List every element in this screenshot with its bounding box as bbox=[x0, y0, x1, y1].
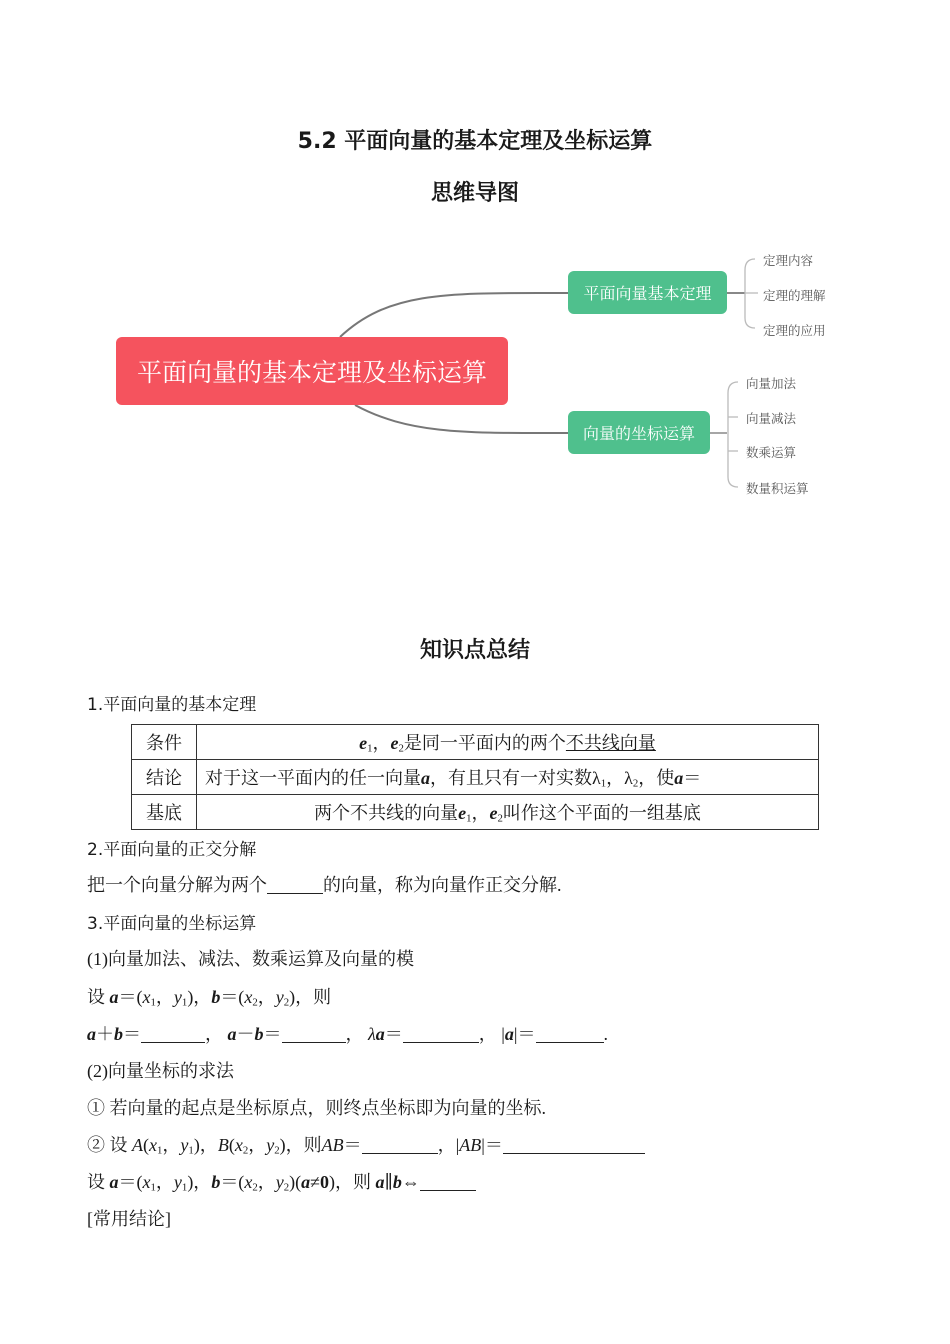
common-conclusions-label: [常用结论] bbox=[87, 1209, 171, 1229]
fill-blank[interactable] bbox=[362, 1135, 438, 1154]
mindmap-heading: 思维导图 bbox=[430, 181, 519, 206]
row-label: 结论 bbox=[132, 760, 197, 795]
fill-blank[interactable] bbox=[420, 1172, 476, 1191]
parallel-line: 设 $a=(x_1$，$y_1$)，$b=(x_2$，$y_2)(a\ne 0)$，则 a∥b⇔ bbox=[87, 1168, 476, 1194]
mindmap-leaf: 向量加法 bbox=[746, 376, 797, 391]
summary-heading: 知识点总结 bbox=[419, 638, 530, 663]
mindmap-leaf: 定理内容 bbox=[763, 253, 814, 268]
paragraph-orthogonal: 把一个向量分解为两个 的向量，称为向量作正交分解. bbox=[87, 875, 562, 895]
fill-blank[interactable] bbox=[267, 875, 323, 894]
theorem-table bbox=[131, 724, 819, 830]
set-line: 设 $a=(x_1$，$y_1$)，$b=(x_2$，$y_2$)，则 bbox=[87, 987, 332, 1009]
mindmap-leaf: 定理的理解 bbox=[763, 288, 826, 303]
fill-blank[interactable] bbox=[503, 1135, 645, 1154]
fill-blank[interactable] bbox=[141, 1024, 205, 1043]
section-heading: 2.平面向量的正交分解 bbox=[87, 840, 257, 860]
fill-blank[interactable] bbox=[403, 1024, 479, 1043]
list-item: ① 若向量的起点是坐标原点，则终点坐标即为向量的坐标. bbox=[87, 1098, 546, 1118]
table-row bbox=[132, 760, 819, 795]
ops-line: a＋b＝ ， a－b＝ ， λa＝ ， |a|＝ . bbox=[87, 1024, 609, 1044]
row-content: 两个不共线的向量$e_1$，$e_2$叫作这个平面的一组基底 bbox=[197, 795, 819, 830]
fill-blank[interactable] bbox=[282, 1024, 346, 1043]
list-item: ② 设 $A(x_1$，$y_1$)，$B(x_2$，$y_2$)，则AB＝ ，|AB|＝ bbox=[87, 1131, 645, 1157]
document-title: 5.2 平面向量的基本定理及坐标运算 bbox=[297, 129, 653, 154]
table-row bbox=[132, 725, 819, 760]
mindmap-branch-coordinate-ops: 向量的坐标运算 bbox=[568, 411, 710, 454]
mindmap-root-node: 平面向量的基本定理及坐标运算 bbox=[116, 337, 508, 405]
mindmap-branch-basic-theorem: 平面向量基本定理 bbox=[568, 271, 727, 314]
mindmap-leaf: 数量积运算 bbox=[746, 481, 809, 496]
subheading: (1)向量加法、减法、数乘运算及向量的模 bbox=[87, 949, 414, 969]
row-content: 对于这一平面内的任一向量a，有且只有一对实数$\lambda_1$，$\lambda_2$，使a＝ bbox=[197, 760, 819, 795]
section-heading: 3.平面向量的坐标运算 bbox=[87, 914, 257, 934]
mindmap-leaf: 定理的应用 bbox=[763, 323, 826, 338]
subheading: (2)向量坐标的求法 bbox=[87, 1061, 234, 1081]
row-label: 条件 bbox=[132, 725, 197, 760]
row-content: $e_1$，$e_2$是同一平面内的两个不共线向量 bbox=[197, 725, 819, 760]
table-row bbox=[132, 795, 819, 830]
section-heading: 1.平面向量的基本定理 bbox=[87, 695, 257, 715]
fill-blank[interactable] bbox=[536, 1024, 604, 1043]
mindmap-leaf: 数乘运算 bbox=[746, 445, 797, 460]
row-label: 基底 bbox=[132, 795, 197, 830]
mindmap-leaf: 向量减法 bbox=[746, 411, 797, 426]
